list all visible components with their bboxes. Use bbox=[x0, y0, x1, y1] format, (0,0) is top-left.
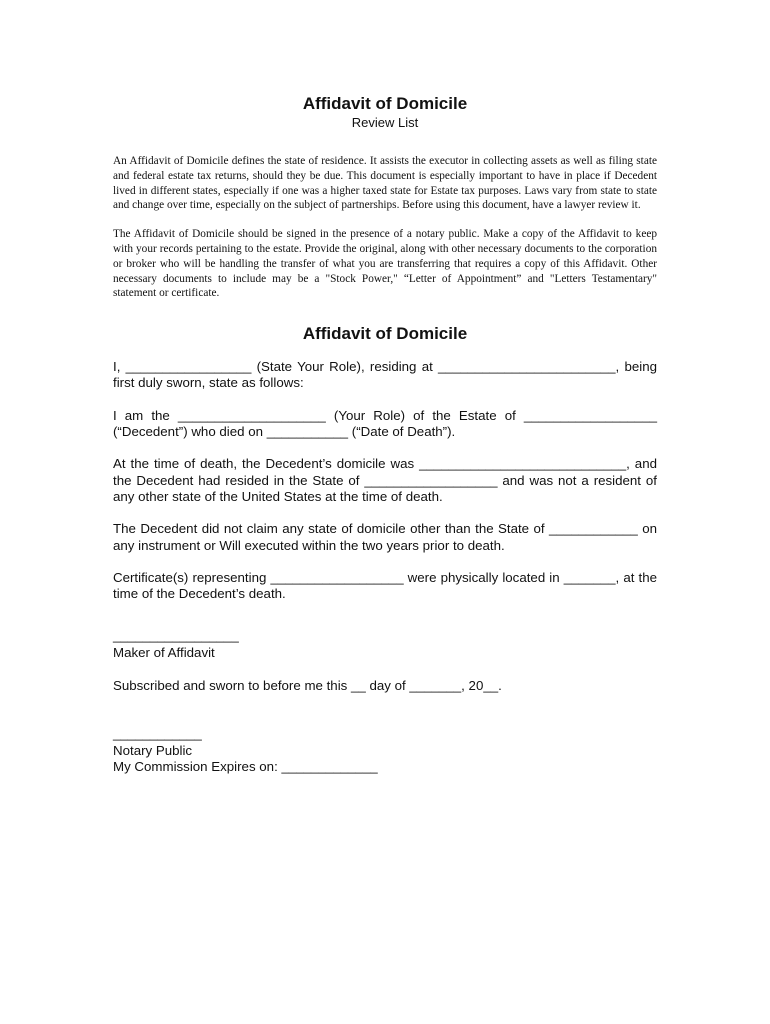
form-title: Affidavit of Domicile bbox=[302, 324, 468, 344]
document-subtitle: Review List bbox=[351, 115, 419, 130]
review-paragraph: The Affidavit of Domicile should be signed in the presence of a notary public. Make a copy of the Affidavit to keep with your records pertaining to the estate. Provide the original, along with other necessary documents to the corporation or broker who will be handling the transfer of what you are transferring that requires a copy of this Affidavit. Other necessary documents to include may be a "Stock Power," “Letter of Appointment” and "Letters Testamentary" statement or certificate. bbox=[113, 228, 657, 300]
form-paragraph-domicile: At the time of death, the Decedent’s domicile was ____________________________, and the Decedent had resided in the State of __________________ and was not a resident of any other state of the United States at the time of death. bbox=[113, 456, 657, 504]
document-page bbox=[113, 94, 657, 775]
notary-label: Notary Public bbox=[113, 742, 193, 758]
form-paragraph-claim: The Decedent did not claim any state of domicile other than the State of ____________ on any instrument or Will executed within the two years prior to death. bbox=[113, 521, 657, 553]
maker-signature-line: _________________ bbox=[113, 628, 239, 644]
maker-signature-block bbox=[113, 628, 657, 661]
document-title: Affidavit of Domicile bbox=[302, 94, 468, 113]
notary-signature-line: ____________ bbox=[113, 726, 202, 742]
review-list-section bbox=[113, 154, 657, 301]
form-paragraph-certificates: Certificate(s) representing __________________ were physically located in _______, at the time of the Decedent’s death. bbox=[113, 569, 657, 602]
sworn-statement: Subscribed and sworn to before me this __ day of _______, 20__. bbox=[113, 678, 502, 694]
affidavit-form bbox=[113, 359, 657, 602]
form-paragraph-estate: I am the ____________________ (Your Role) of the Estate of __________________ (“Decedent”) who died on ___________ (“Date of Death”). bbox=[113, 407, 657, 440]
commission-expiry: My Commission Expires on: _____________ bbox=[113, 758, 378, 774]
form-paragraph-role: I, _________________ (State Your Role), residing at ________________________, being first duly sworn, state as follows: bbox=[113, 359, 657, 391]
maker-label: Maker of Affidavit bbox=[113, 644, 215, 660]
review-paragraph: An Affidavit of Domicile defines the state of residence. It assists the executor in collecting assets as well as filing state and federal estate tax returns, should they be due. This document is especially important to have in place if Decedent lived in different states, especially if one was a higher taxed state for Estate tax purposes. Laws vary from state to state and change over time, especially on the subject of partnerships. Before using this document, have a lawyer review it. bbox=[113, 155, 657, 212]
notary-block bbox=[113, 726, 657, 775]
